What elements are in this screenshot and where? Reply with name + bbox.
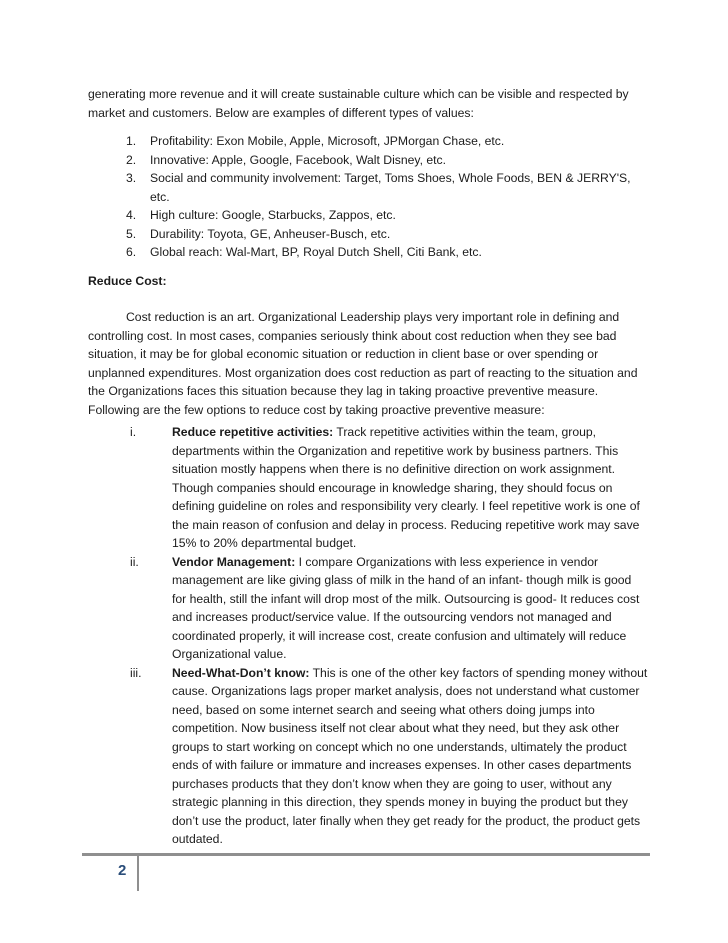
list-item: iii. Need-What-Don’t know: This is one of the other key factors of spending money without cause. Organizations lags proper market analysis, does not understand what customer need, based on some internet search and seeing what others doing jumps into competition. Now business itself not clear about what they need, but they ask other groups to start working on concept which no one understands, ultimately the product ends of with failure or immature and increases expenses. In other cases departments purchases products that they don’t know when they are going to user, without any strategic planning in this direction, they spends money in buying the product but they don’t use the product, later finally when they get ready for the product, the product gets outdated. — [130, 665, 648, 846]
section-paragraph: Cost reduction is an art. Organizational Leadership plays very important role in defining and controlling cost. In most cases, companies seriously think about cost reduction when they see bad situation, it may be for global economic situation or reduction in client base or over spending or unplanned expenditures. Most organization does cost reduction as part of reacting to the situation and the Organizations faces this situation because they lag in taking proactive preventive measure. Following are the few options to reduce cost by taking proactive preventive measure: — [88, 310, 638, 417]
section-heading: Reduce Cost: — [88, 273, 167, 288]
list-item: 2. Innovative: Apple, Google, Facebook, Walt Disney, etc. — [126, 152, 447, 167]
intro-paragraph: generating more revenue and it will create sustainable culture which can be visible and respected by market and customers. Below are examples of different types of values: — [88, 87, 629, 120]
list-item: i. Reduce repetitive activities: Track repetitive activities within the team, group, departments within the Organization and repetitive work by business partners. This situation mostly happens when there is no definitive direction on work assignment. Though companies should encourage in knowledge sharing, they should focus on defining guideline on roles and responsibility very clearly. I feel repetitive work is one of the main reason of confusion and delay in process. Reducing repetitive work may save 15% to 20% departmental budget. — [130, 425, 640, 550]
values-list — [88, 132, 648, 262]
list-item: 5. Durability: Toyota, GE, Anheuser-Busch, etc. — [126, 226, 391, 241]
option-title: Vendor Management: — [172, 554, 296, 569]
list-item: 6. Global reach: Wal-Mart, BP, Royal Dutch Shell, Citi Bank, etc. — [126, 245, 482, 259]
page-number: 2 — [118, 862, 127, 879]
list-item: 4. High culture: Google, Starbucks, Zappos, etc. — [126, 208, 396, 222]
list-item: 1. Profitability: Exon Mobile, Apple, Microsoft, JPMorgan Chase, etc. — [126, 134, 505, 148]
document-body — [88, 85, 648, 849]
options-list — [88, 423, 648, 849]
footer-divider — [82, 853, 650, 856]
list-item: ii. Vendor Management: I compare Organizations with less experience in vendor management are like giving glass of milk in the hand of an infant- though milk is good for health, still the infant will drop most of the milk. Outsourcing is good- It reduces cost and increases product/service value. If the outsourcing vendors not managed and coordinated properly, it will increase cost, create confusion and ultimately will reduce Organizational value. — [130, 554, 640, 661]
list-item: 3. Social and community involvement: Target, Toms Shoes, Whole Foods, BEN & JERRY'S, etc. — [126, 171, 631, 204]
footer-vertical-divider — [137, 853, 139, 891]
option-title: Reduce repetitive activities: — [172, 425, 334, 439]
option-title: Need-What-Don’t know: — [172, 665, 310, 680]
